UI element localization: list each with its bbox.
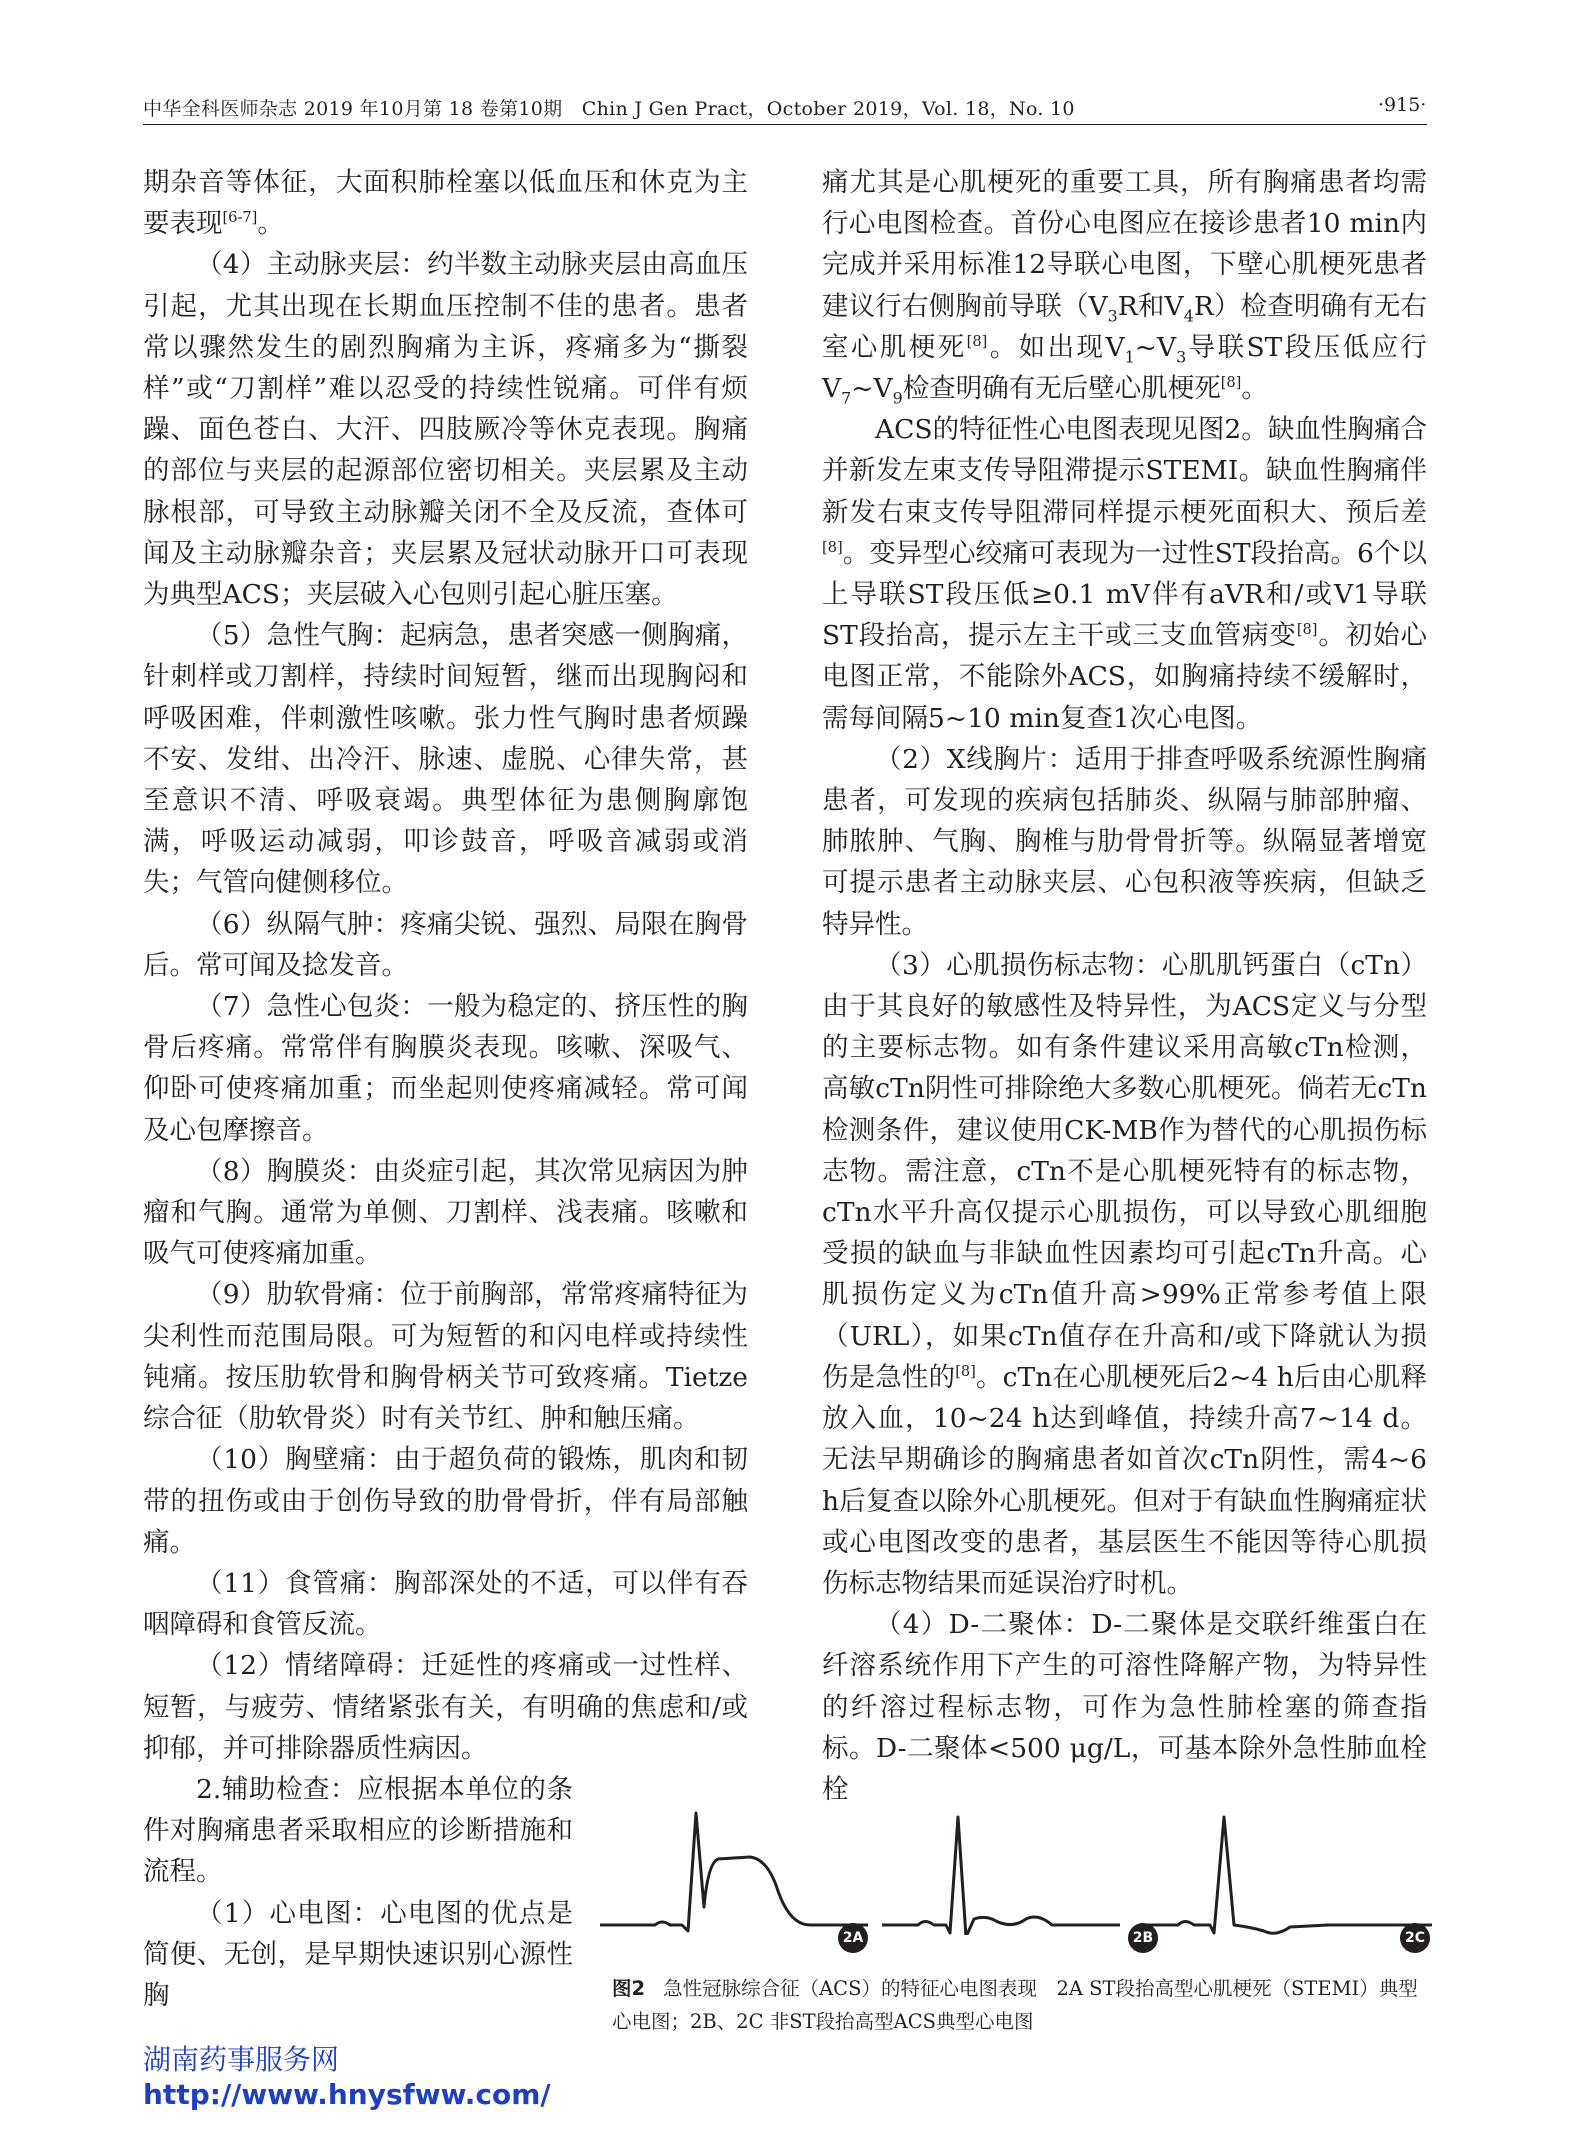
paragraph: 2.辅助检查：应根据本单位的条件对胸痛患者采取相应的诊断措施和流程。	[143, 1773, 573, 1888]
figure-caption-text: 急性冠脉综合征（ACS）的特征心电图表现 2A ST段抬高型心肌梗死（STEMI）典型心电图；2B、2C 非ST段抬高型ACS典型心电图	[612, 1977, 1418, 2033]
watermark	[143, 2043, 551, 2113]
watermark-url[interactable]: http://www.hnysfww.com/	[143, 2078, 551, 2111]
paragraph: （3）心肌损伤标志物：心肌肌钙蛋白（cTn）由于其良好的敏感性及特异性，为ACS定义与分型的主要标志物。如有条件建议采用高敏cTn检测，高敏cTn阴性可排除绝大多数心肌梗死。倘若无cTn检测条件，建议使用CK-MB作为替代的心肌损伤标志物。需注意，cTn不是心肌梗死特有的标志物，cTn水平升高仅提示心肌损伤，可以导致心肌细胞受损的缺血与非缺血性因素均可引起cTn升高。心肌损伤定义为cTn值升高>99%正常参考值上限（URL），如果cTn值存在升高和/或下降就认为损伤是急性的[8]。cTn在心肌梗死后2~4 h后由心肌释放入血，10~24 h达到峰值，持续升高7~14 d。无法早期确诊的胸痛患者如首次cTn阴性，需4~6 h后复查以除外心肌梗死。但对于有缺血性胸痛症状或心电图改变的患者，基层医生不能因等待心肌损伤标志物结果而延误治疗时机。	[822, 949, 1428, 1599]
right-column	[822, 162, 1427, 1810]
ecg-traces	[600, 1795, 1432, 1935]
figure-label-2c: 2C	[1400, 1923, 1430, 1953]
figure-label-2a: 2A	[838, 1923, 868, 1953]
paragraph: （11）食管痛：胸部深处的不适，可以伴有吞咽障碍和食管反流。	[143, 1567, 748, 1641]
paragraph: （4）D-二聚体：D-二聚体是交联纤维蛋白在纤溶系统作用下产生的可溶性降解产物，为特异性的纤溶过程标志物，可作为急性肺栓塞的筛查指标。D-二聚体<500 μg/L，可基本除外急性肺血栓栓	[822, 1609, 1427, 1805]
figure-caption	[612, 1972, 1432, 2038]
ecg-trace-2b	[882, 1817, 1120, 1935]
ecg-trace-2a	[600, 1813, 868, 1931]
paragraph: （12）情绪障碍：迁延性的疼痛或一过性样、短暂，与疲劳、情绪紧张有关，有明确的焦虑和/或抑郁，并可排除器质性病因。	[143, 1650, 748, 1764]
figure-label-2b: 2B	[1128, 1923, 1158, 1953]
left-column-body	[143, 162, 748, 1769]
paragraph: （1）心电图：心电图的优点是简便、无创，是早期快速识别心源性胸	[143, 1897, 573, 2011]
page-number: ·915·	[1378, 94, 1427, 116]
paragraph: 痛尤其是心肌梗死的重要工具，所有胸痛患者均需行心电图检查。首份心电图应在接诊患者10 min内完成并采用标准12导联心电图，下壁心肌梗死患者建议行右侧胸前导联（$V_3R$和$V_4R$）检查明确有无右室心肌梗死[8]。如出现$V_1\sim V_3$导联ST段压低应行$V_7\sim V_9$检查明确有无后壁心肌梗死[8]。	[822, 167, 1428, 408]
header-divider	[143, 124, 1427, 125]
running-header: 中华全科医师杂志 2019 年10月第 18 卷第10期 Chin J Gen Pract，October 2019，Vol. 18，No. 10	[143, 98, 1075, 120]
paragraph: （9）肋软骨痛：位于前胸部，常常疼痛特征为尖利性而范围局限。可为短暂的和闪电样或持续性钝痛。按压肋软骨和胸骨柄关节可致疼痛。Tietze综合征（肋软骨炎）时有关节红、肿和触压痛。	[143, 1279, 748, 1435]
paragraph: （2）X线胸片：适用于排查呼吸系统源性胸痛患者，可发现的疾病包括肺炎、纵隔与肺部肿瘤、肺脓肿、气胸、胸椎与肋骨骨折等。纵隔显著增宽可提示患者主动脉夹层、心包积液等疾病，但缺乏特异性。	[822, 743, 1427, 940]
ecg-trace-2c	[1144, 1817, 1432, 1933]
paragraph: 期杂音等体征，大面积肺栓塞以低血压和休克为主要表现[6-7]。	[143, 167, 748, 240]
paragraph: （7）急性心包炎：一般为稳定的、挤压性的胸骨后疼痛。常常伴有胸膜炎表现。咳嗽、深吸气、仰卧可使疼痛加重；而坐起则使疼痛减轻。常可闻及心包摩擦音。	[143, 991, 748, 1146]
watermark-site-name: 湖南药事服务网	[143, 2043, 340, 2076]
figure-caption-label: 图2	[612, 1977, 646, 2000]
paragraph: （5）急性气胸：起病急，患者突感一侧胸痛，针刺样或刀割样，持续时间短暂，继而出现胸闷和呼吸困难，伴刺激性咳嗽。张力性气胸时患者烦躁不安、发绀、出冷汗、脉速、虚脱、心律失常，甚至意识不清、呼吸衰竭。典型体征为患侧胸廓饱满，呼吸运动减弱，叩诊鼓音，呼吸音减弱或消失；气管向健侧移位。	[143, 620, 748, 899]
left-column	[143, 162, 748, 2016]
ecg-figure	[600, 1795, 1432, 1955]
paragraph: （4）主动脉夹层：约半数主动脉夹层由高血压引起，尤其出现在长期血压控制不佳的患者。患者常以骤然发生的剧烈胸痛为主诉，疼痛多为“撕裂样”或“刀割样”难以忍受的持续性锐痛。可伴有烦躁、面色苍白、大汗、四肢厥冷等休克表现。胸痛的部位与夹层的起源部位密切相关。夹层累及主动脉根部，可导致主动脉瓣关闭不全及反流，查体可闻及主动脉瓣杂音；夹层累及冠状动脉开口可表现为典型ACS；夹层破入心包则引起心脏压塞。	[143, 249, 748, 611]
paragraph: （6）纵隔气肿：疼痛尖锐、强烈、局限在胸骨后。常可闻及捻发音。	[143, 908, 748, 981]
left-column-narrow-body	[143, 1769, 573, 2016]
paragraph: ACS的特征性心电图表现见图2。缺血性胸痛合并新发左束支传导阻滞提示STEMI。缺血性胸痛伴新发右束支传导阻滞同样提示梗死面积大、预后差[8]。变异型心绞痛可表现为一过性ST段抬高。6个以上导联ST段压低≥0.1 mV伴有aVR和/或V1导联ST段抬高，提示左主干或三支血管病变[8]。初始心电图正常，不能除外ACS，如胸痛持续不缓解时，需每间隔5~10 min复查1次心电图。	[822, 414, 1427, 734]
paragraph: （10）胸壁痛：由于超负荷的锻炼，肌肉和韧带的扭伤或由于创伤导致的肋骨骨折，伴有局部触痛。	[143, 1444, 748, 1558]
paragraph: （8）胸膜炎：由炎症引起，其次常见病因为肿瘤和气胸。通常为单侧、刀割样、浅表痛。咳嗽和吸气可使疼痛加重。	[143, 1155, 748, 1270]
